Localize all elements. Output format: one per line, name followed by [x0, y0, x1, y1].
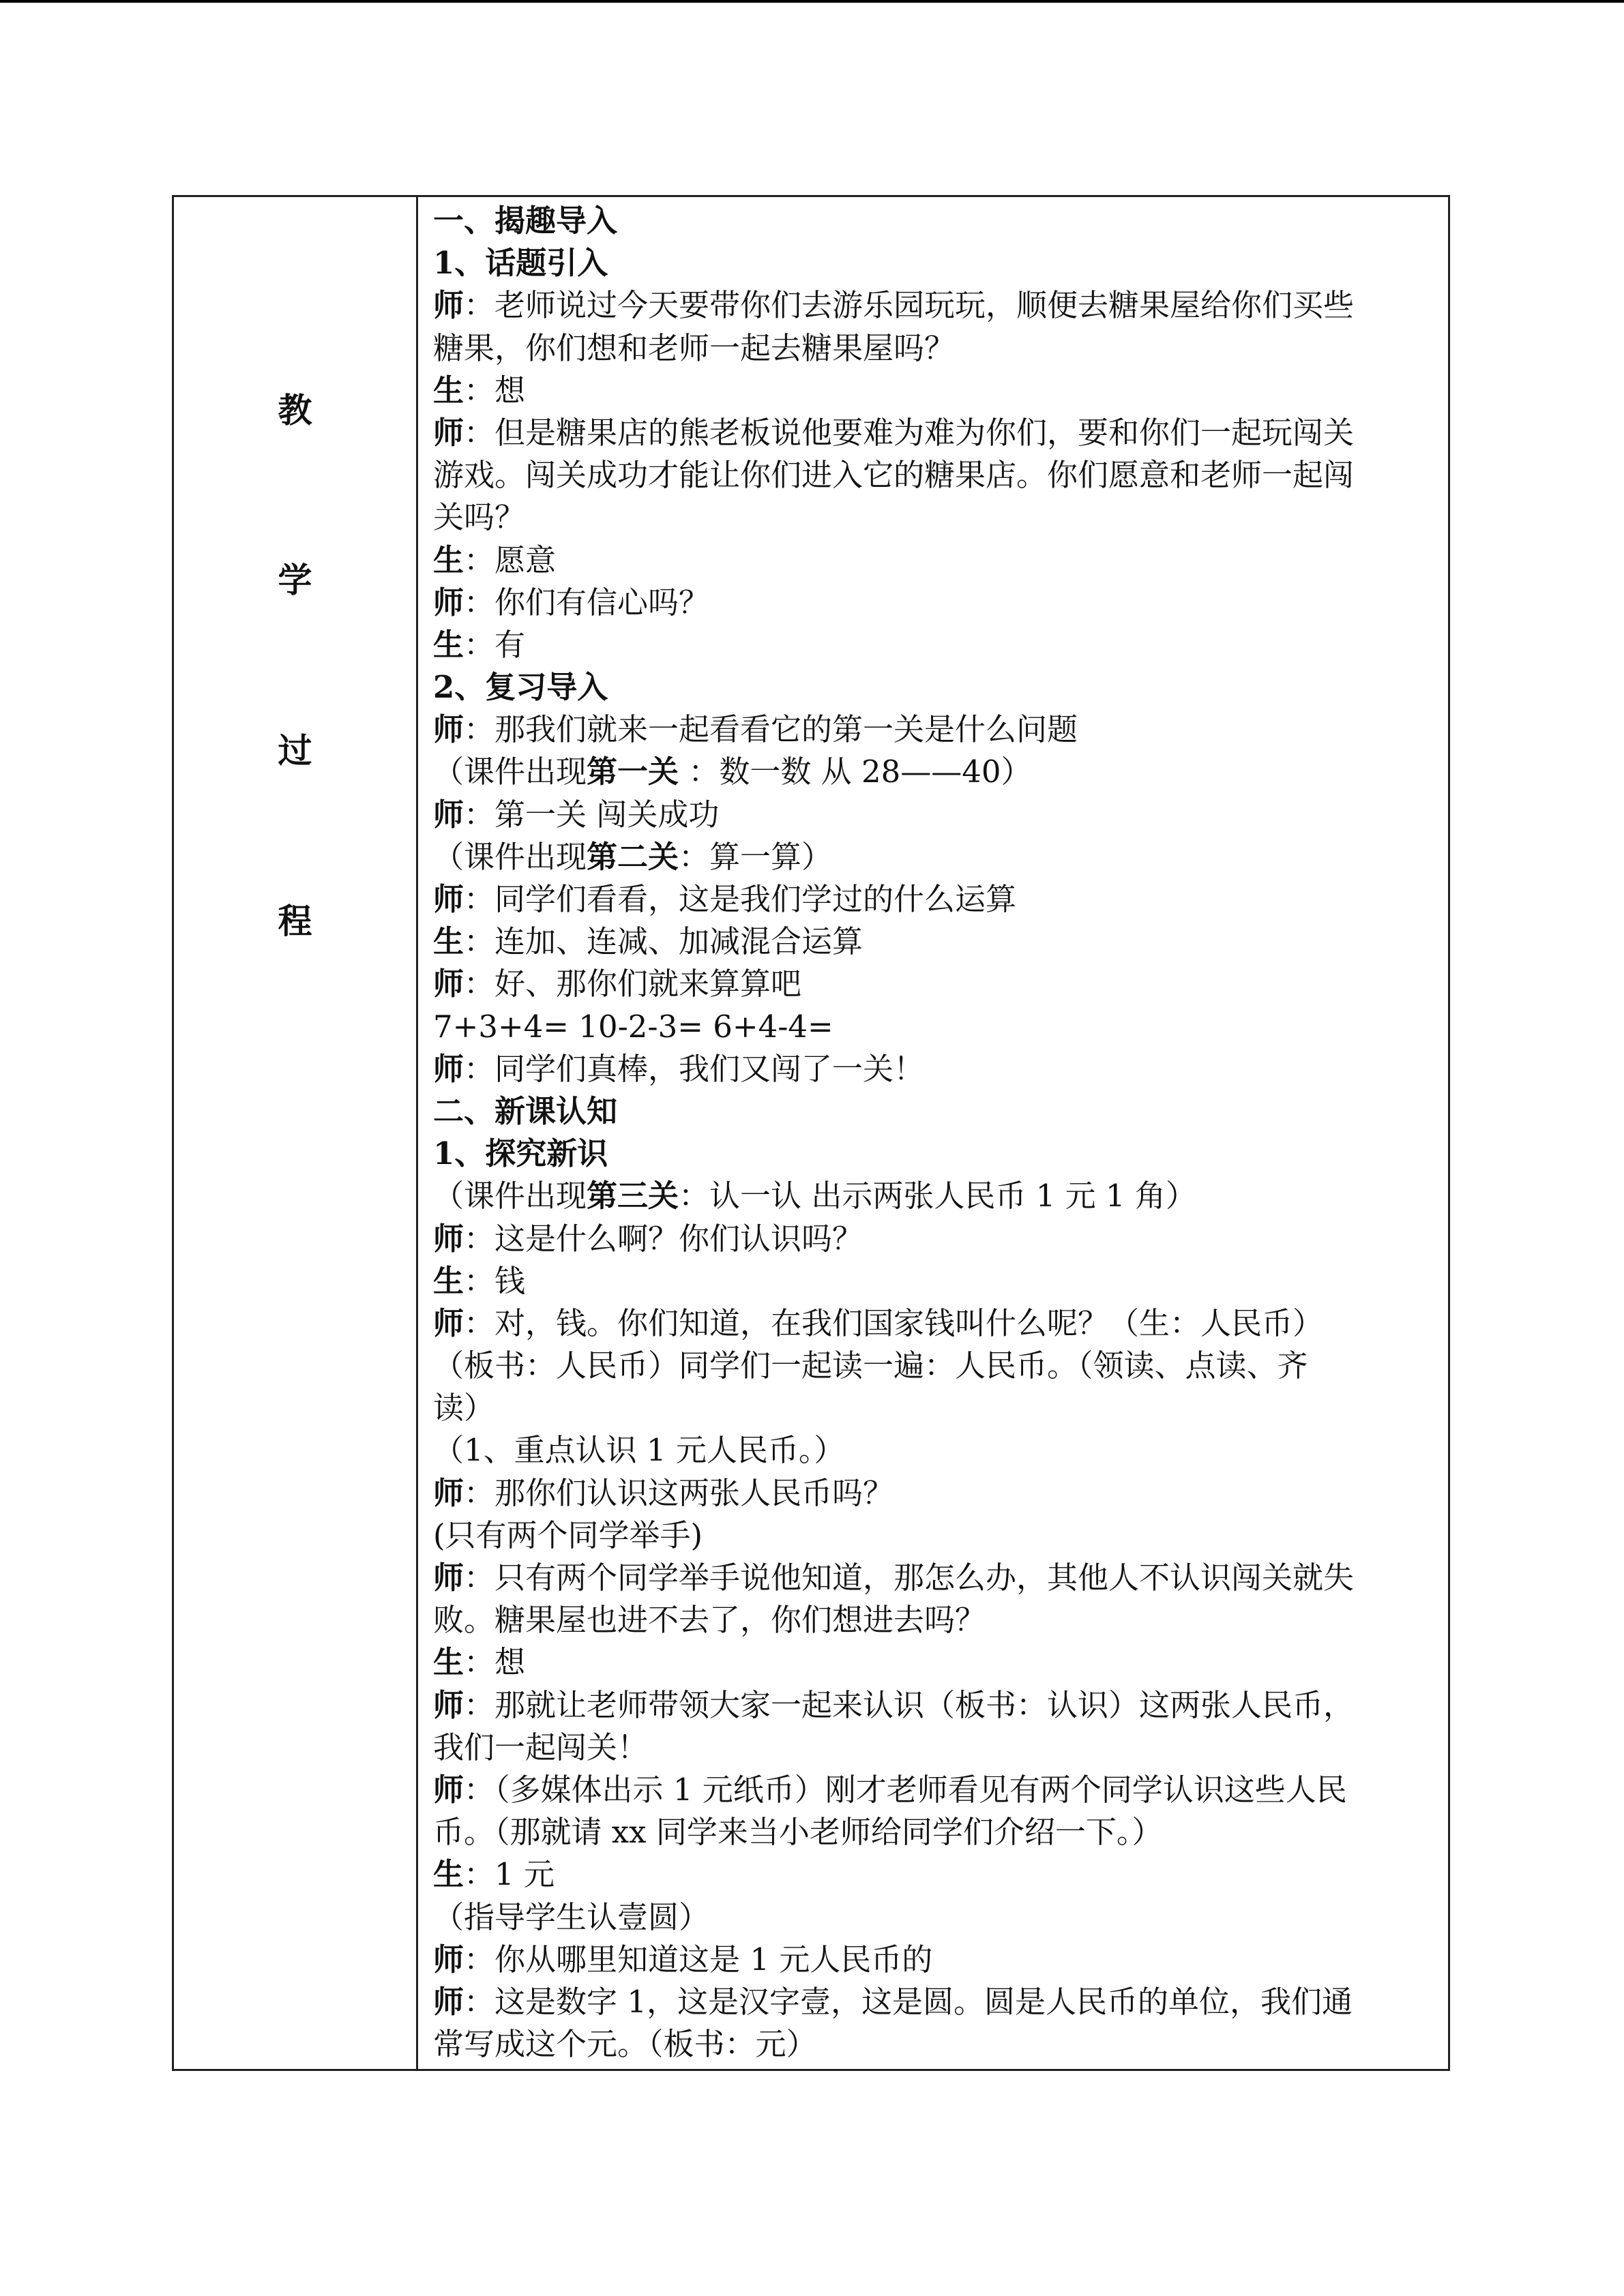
text-run: ：连加、连减、加减混合运算 [464, 923, 863, 960]
bold-text: 生 [433, 541, 464, 578]
content-line [433, 1896, 1439, 1939]
bold-text: 1、探究新识 [433, 1135, 608, 1172]
page-top-border [0, 0, 1624, 3]
lesson-table [172, 195, 1450, 2071]
bold-text: 师 [433, 1560, 464, 1596]
content-line [433, 582, 1439, 624]
content-line [433, 496, 1439, 539]
content-line [433, 454, 1439, 496]
content-line [433, 327, 1439, 370]
content-line [433, 1429, 1439, 1472]
section-label-column [174, 197, 418, 2069]
content-line [433, 1853, 1439, 1896]
text-run: ：那我们就来一起看看它的第一关是什么问题 [464, 711, 1078, 748]
content-line [433, 412, 1439, 454]
bold-text: 师 [433, 966, 464, 1002]
content-line [433, 666, 1439, 709]
bold-text: 师 [433, 1771, 464, 1808]
bold-text: 生 [433, 923, 464, 960]
content-line [433, 1218, 1439, 1260]
section-label-char: 过 [278, 730, 312, 771]
bold-text: 2、复习导入 [433, 669, 608, 706]
content-line [433, 794, 1439, 836]
text-run: ：认一认 出示两张人民币 1 元 1 角） [679, 1178, 1196, 1214]
text-run: (只有两个同学举手) [433, 1517, 703, 1553]
text-run: ：第一关 闯关成功 [464, 796, 720, 833]
bold-text: 生 [433, 626, 464, 663]
bold-text: 师 [433, 1304, 464, 1341]
bold-text: 二、新课认知 [433, 1092, 618, 1129]
content-line [433, 836, 1439, 878]
text-run: （课件出现 [433, 754, 587, 790]
section-label-char: 学 [278, 560, 312, 600]
content-line [433, 921, 1439, 963]
section-label-char: 程 [278, 901, 312, 941]
bold-text: 生 [433, 1644, 464, 1681]
content-line [433, 284, 1439, 327]
content-line [433, 1345, 1439, 1387]
text-run: 读） [433, 1390, 495, 1427]
text-run: （板书：人民币）同学们一起读一遍：人民币。（领读、点读、齐 [433, 1347, 1308, 1384]
text-run: 常写成这个元。（板书：元） [433, 2026, 817, 2063]
text-run: 7+3+4= 10-2-3= 6+4-4= [433, 1008, 833, 1045]
bold-text: 师 [433, 1941, 464, 1978]
text-run: ：同学们看看，这是我们学过的什么运算 [464, 881, 1017, 917]
text-run: ：只有两个同学举手说他知道，那怎么办，其他人不认识闯关就失 [464, 1560, 1355, 1596]
bold-text: 生 [433, 1262, 464, 1299]
text-run: ：数一数 从 28——40） [679, 754, 1032, 790]
content-line [433, 1090, 1439, 1133]
bold-text: 师 [433, 1050, 464, 1087]
text-run: ：（多媒体出示 1 元纸币）刚才老师看见有两个同学认识这些人民 [464, 1771, 1347, 1808]
content-line [433, 1260, 1439, 1302]
content-line [433, 1641, 1439, 1684]
content-line [433, 709, 1439, 751]
text-run: 币。（那就请 xx 同学来当小老师给同学们介绍一下。） [433, 1814, 1163, 1851]
text-run: （1、重点认识 1 元人民币。） [433, 1432, 845, 1469]
text-run: ：这是什么啊？你们认识吗？ [464, 1220, 863, 1257]
text-run: ：你们有信心吗？ [464, 584, 710, 621]
text-run: （指导学生认壹圆） [433, 1898, 710, 1935]
content-line [433, 624, 1439, 666]
content-line [433, 242, 1439, 284]
text-run: （课件出现 [433, 838, 587, 875]
content-line [433, 1387, 1439, 1429]
content-line [433, 963, 1439, 1005]
bold-text: 师 [433, 881, 464, 917]
lesson-content [433, 200, 1439, 2066]
content-line [433, 751, 1439, 793]
bold-text: 师 [433, 1474, 464, 1511]
text-run: ：对，钱。你们知道，在我们国家钱叫什么呢？（生：人民币） [464, 1304, 1324, 1341]
text-run: 游戏。闯关成功才能让你们进入它的糖果店。你们愿意和老师一起闯 [433, 457, 1355, 494]
content-line [433, 1939, 1439, 1981]
content-line [433, 1006, 1439, 1048]
content-line [433, 1684, 1439, 1727]
content-line [433, 1769, 1439, 1811]
content-line [433, 1811, 1439, 1853]
content-line [433, 1302, 1439, 1345]
bold-text: 师 [433, 584, 464, 621]
text-run: ：你从哪里知道这是 1 元人民币的 [464, 1941, 933, 1978]
content-line [433, 1472, 1439, 1515]
content-line [433, 1048, 1439, 1090]
content-line [433, 1133, 1439, 1175]
content-line [433, 370, 1439, 412]
bold-text: 师 [433, 711, 464, 748]
text-run: ：那你们认识这两张人民币吗？ [464, 1474, 894, 1511]
bold-text: 1、话题引入 [433, 245, 608, 282]
text-run: ：愿意 [464, 541, 557, 578]
bold-text: 第一关 [587, 754, 679, 790]
text-run: （课件出现 [433, 1178, 587, 1214]
text-run: ：同学们真棒，我们又闯了一关！ [464, 1050, 925, 1087]
content-line [433, 1515, 1439, 1557]
bold-text: 师 [433, 414, 464, 451]
text-run: 败。糖果屋也进不去了，你们想进去吗？ [433, 1602, 986, 1639]
bold-text: 师 [433, 796, 464, 833]
content-line [433, 878, 1439, 921]
text-run: 糖果，你们想和老师一起去糖果屋吗？ [433, 329, 956, 366]
bold-text: 师 [433, 287, 464, 324]
bold-text: 一、揭趣导入 [433, 203, 618, 239]
content-line [433, 1981, 1439, 2023]
text-run: 关吗？ [433, 499, 526, 536]
bold-text: 师 [433, 1220, 464, 1257]
text-run: ：1 元 [464, 1856, 555, 1893]
content-line [433, 1557, 1439, 1599]
content-line [433, 539, 1439, 582]
text-run: ：这是数字 1，这是汉字壹，这是圆。圆是人民币的单位，我们通 [464, 1983, 1353, 2020]
bold-text: 生 [433, 372, 464, 408]
text-run: ：钱 [464, 1262, 526, 1299]
bold-text: 生 [433, 1856, 464, 1893]
text-run: ：老师说过今天要带你们去游乐园玩玩，顺便去糖果屋给你们买些 [464, 287, 1355, 324]
text-run: ：想 [464, 372, 526, 408]
content-line [433, 200, 1439, 242]
content-line [433, 1727, 1439, 1769]
section-label-char: 教 [278, 390, 312, 430]
text-run: ：想 [464, 1644, 526, 1681]
text-run: ：但是糖果店的熊老板说他要难为难为你们，要和你们一起玩闯关 [464, 414, 1355, 451]
bold-text: 第二关 [587, 838, 679, 875]
content-line [433, 2023, 1439, 2066]
bold-text: 第三关 [587, 1178, 679, 1214]
bold-text: 师 [433, 1983, 464, 2020]
content-line [433, 1599, 1439, 1641]
text-run: ：那就让老师带领大家一起来认识（板书：认识）这两张人民币， [464, 1686, 1355, 1723]
text-run: 我们一起闯关！ [433, 1729, 649, 1765]
bold-text: 师 [433, 1686, 464, 1723]
text-run: ：好、那你们就来算算吧 [464, 966, 802, 1002]
text-run: ：有 [464, 626, 526, 663]
content-line [433, 1175, 1439, 1217]
text-run: ：算一算） [679, 838, 833, 875]
